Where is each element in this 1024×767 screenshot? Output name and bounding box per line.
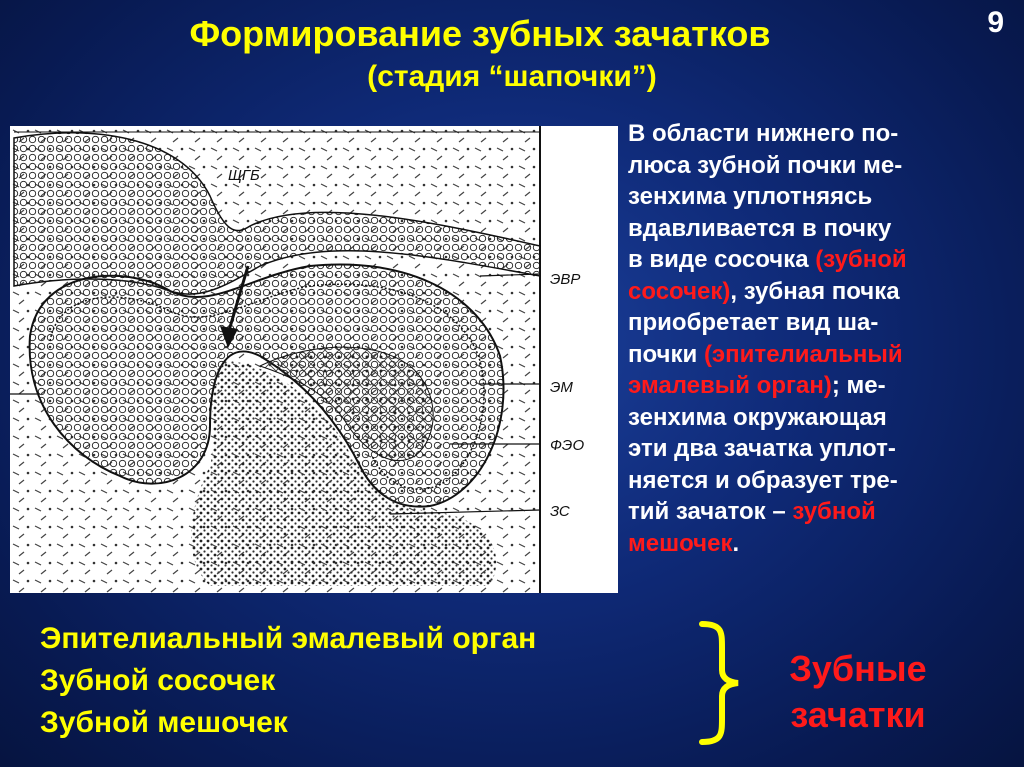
text-segment: почки [628,340,704,368]
text-line [628,370,1018,402]
highlight-term: мешочек [628,529,733,557]
description-text [628,118,1018,559]
label-shgb: ЩГБ [228,167,260,184]
text-segment: тий зачаток – [628,498,793,525]
highlight-term: сосочек) [628,277,731,305]
text-segment: няется и образует тре- [628,466,898,494]
slide-number: 9 [987,6,1004,39]
highlight-term: (зубной [815,246,907,273]
group-label-line2: зачатки [790,694,926,735]
text-segment: вдавливается в почку [628,214,892,242]
histology-diagram [10,126,618,593]
group-label-line1: Зубные [789,648,927,689]
text-line [628,150,1018,182]
text-segment: В области нижнего по- [628,120,899,147]
highlight-term: зубной [792,498,876,525]
list-item-dental-sac: Зубной мешочек [40,706,288,739]
text-line [628,181,1018,213]
text-line [628,402,1018,434]
tooth-germs-list [40,618,536,744]
text-segment: зенхима уплотняясь [628,183,873,210]
text-line [628,276,1018,308]
text-segment: зенхима окружающая [628,403,887,431]
text-segment: в виде сосочка [628,246,816,273]
slide-subtitle: (стадия “шапочки”) [367,60,657,93]
text-line [628,496,1018,528]
text-segment: эти два зачатка уплот- [628,435,896,462]
text-line [628,465,1018,497]
text-line [628,244,1018,276]
text-line [628,433,1018,465]
label-em: ЭМ [550,379,573,396]
text-segment: ; ме- [831,372,886,399]
slide-title: Формирование зубных зачатков [189,13,771,54]
label-feo: ФЭО [550,437,585,454]
text-segment: , зубная почка [730,277,900,305]
tooth-germ-drawing [10,126,618,593]
text-line [628,213,1018,245]
label-evr: ЭВР [550,271,581,288]
text-line [628,118,1018,150]
highlight-term: (эпителиальный [703,340,903,368]
text-segment: приобретает вид ша- [628,309,879,336]
list-item-dental-papilla: Зубной сосочек [40,664,276,697]
text-segment: . [732,529,740,557]
list-item-enamel-organ: Эпителиальный эмалевый орган [40,622,537,655]
curly-brace-icon [694,618,754,748]
group-label [758,646,958,738]
label-zs: ЗС [550,503,570,520]
highlight-term: эмалевый орган) [628,372,832,399]
text-line [628,307,1018,339]
text-segment: люса зубной почки ме- [628,151,903,179]
text-line [628,528,1018,560]
text-line [628,339,1018,371]
